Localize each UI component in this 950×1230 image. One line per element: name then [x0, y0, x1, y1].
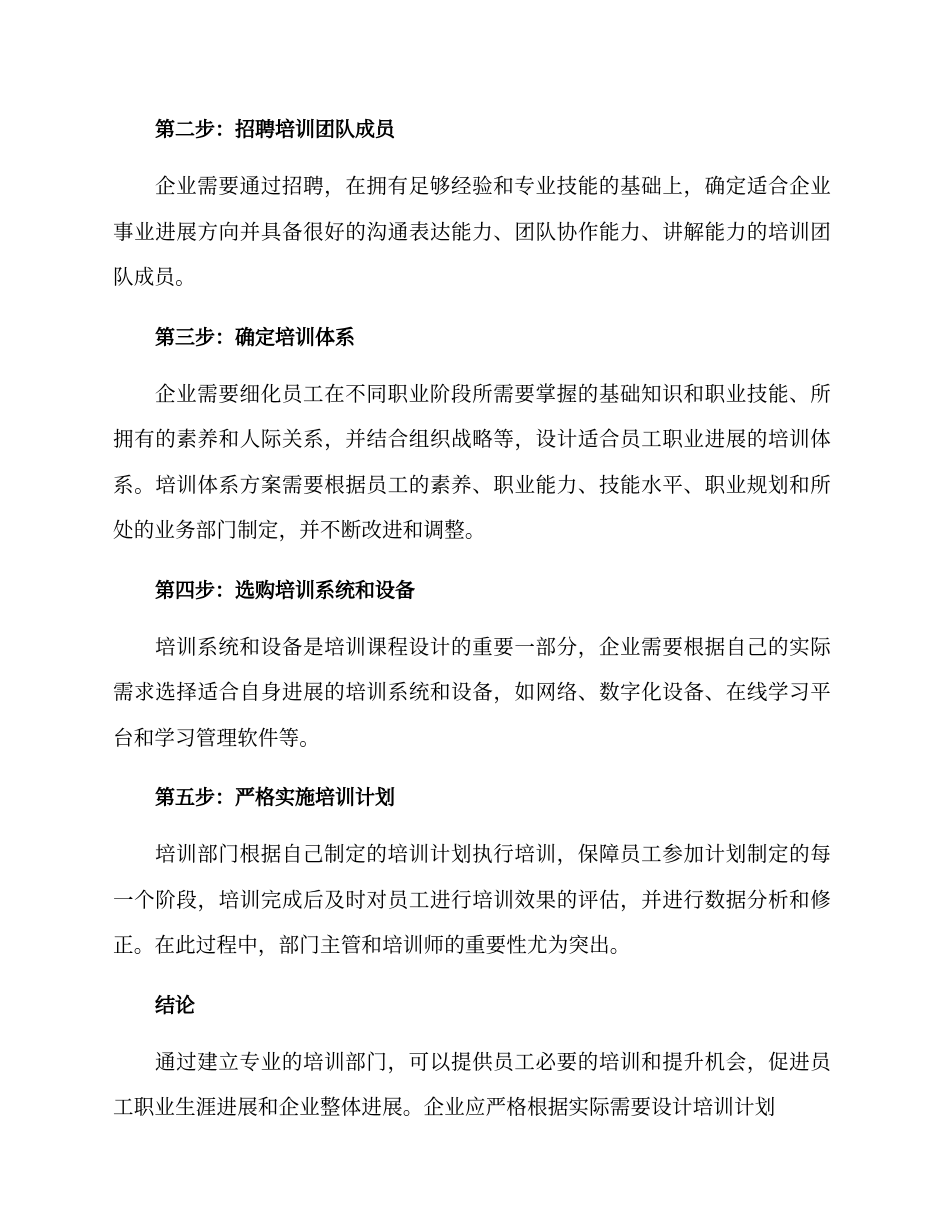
section-body-step-4: 培训系统和设备是培训课程设计的重要一部分，企业需要根据自己的实际需求选择适合自身进展的培训系统和设备，如网络、数字化设备、在线学习平台和学习管理软件等。 — [113, 634, 831, 750]
section-heading-step-4: 第四步：选购培训系统和设备 — [155, 577, 415, 602]
document-body — [113, 106, 831, 1144]
section-body-step-3: 企业需要细化员工在不同职业阶段所需要掌握的基础知识和职业技能、所拥有的素养和人际关系，并结合组织战略等，设计适合员工职业进展的培训体系。培训体系方案需要根据员工的素养、职业能力、技能水平、职业规划和所处的业务部门制定，并不断改进和调整。 — [113, 381, 831, 542]
section-body-step-5: 培训部门根据自己制定的培训计划执行培训，保障员工参加计划制定的每一个阶段，培训完成后及时对员工进行培训效果的评估，并进行数据分析和修正。在此过程中，部门主管和培训师的重要性尤为突出。 — [113, 842, 831, 957]
section-body-conclusion: 通过建立专业的培训部门，可以提供员工必要的培训和提升机会，促进员工职业生涯进展和企业整体进展。企业应严格根据实际需要设计培训计划 — [113, 1049, 831, 1119]
section-heading-step-5: 第五步：严格实施培训计划 — [155, 785, 395, 809]
section-body-step-2: 企业需要通过招聘，在拥有足够经验和专业技能的基础上，确定适合企业事业进展方向并具备很好的沟通表达能力、团队协作能力、讲解能力的培训团队成员。 — [113, 174, 831, 289]
section-heading-step-3: 第三步：确定培训体系 — [155, 324, 355, 349]
section-heading-step-2: 第二步：招聘培训团队成员 — [155, 117, 395, 141]
section-heading-conclusion: 结论 — [155, 992, 195, 1017]
